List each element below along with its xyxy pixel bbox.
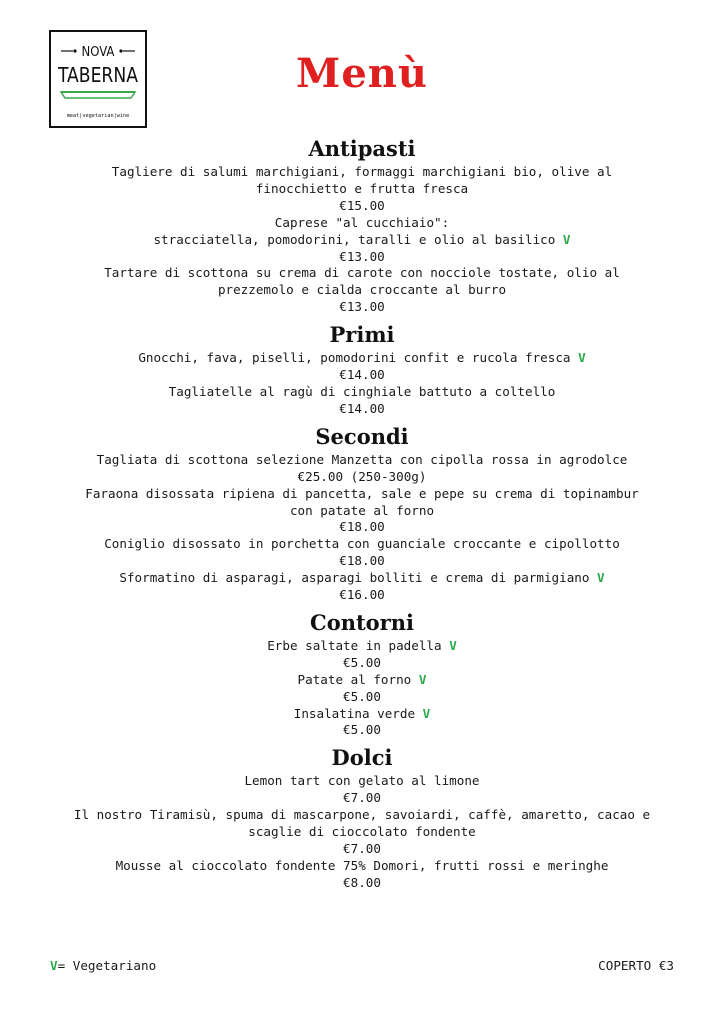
vegetarian-mark: V: [422, 705, 431, 721]
menu-item-price: [10, 841, 714, 858]
menu-item-text: [10, 164, 714, 181]
menu-item-price: [10, 469, 714, 486]
menu-item-price: [10, 249, 714, 266]
price-text: €18.00: [339, 553, 385, 569]
dish-text: Faraona disossata ripiena di pancetta, sale e pepe su crema di topinambur: [85, 485, 639, 501]
menu-item-price: [10, 367, 714, 384]
menu-item-text: [10, 824, 714, 841]
price-text: €5.00: [343, 688, 381, 704]
price-text: €7.00: [343, 790, 381, 806]
menu-item-price: [10, 587, 714, 604]
veg-legend: [50, 958, 156, 973]
vegetarian-mark: V: [597, 570, 605, 586]
veg-legend-mark: V: [50, 958, 58, 973]
dish-text: Mousse al cioccolato fondente 75% Domori, frutti rossi e meringhe: [115, 857, 609, 873]
price-text: €15.00: [339, 197, 385, 213]
price-text: €7.00: [343, 841, 381, 856]
price-text: €18.00: [339, 519, 385, 535]
price-text: €25.00 (250-300g): [297, 468, 427, 484]
price-text: €16.00: [339, 587, 385, 603]
menu-item-text: [10, 706, 714, 723]
dish-text: Lemon tart con gelato al limone: [244, 773, 480, 789]
price-text: €13.00: [339, 299, 385, 315]
menu-item-text: [10, 858, 714, 875]
dish-text: con patate al forno: [289, 502, 435, 518]
menu-item-text: [10, 215, 714, 232]
menu-item-price: [10, 198, 714, 215]
menu-title: Menù: [296, 50, 428, 97]
menu-item-text: [10, 486, 714, 503]
menu-item-price: [10, 519, 714, 536]
section-title-contorni: Contorni: [309, 609, 414, 635]
menu-item-text: [10, 503, 714, 520]
logo-tagline: meat|vegetarian|wine: [66, 113, 130, 119]
vegetarian-mark: V: [562, 231, 571, 247]
dish-text: finocchietto e frutta fresca: [255, 180, 469, 196]
menu-item-price: [10, 790, 714, 807]
dish-text: scaglie di cioccolato fondente: [248, 824, 476, 840]
menu-item-text: [10, 282, 714, 299]
menu-item-text: [10, 384, 714, 401]
menu-item-price: [10, 401, 714, 418]
dish-text: Tartare di scottona su crema di carote con nocciole tostate, olio al: [104, 265, 620, 281]
menu-item-text: [10, 452, 714, 469]
menu-item-text: [10, 672, 714, 689]
section-title-secondi: Secondi: [315, 423, 409, 449]
price-text: €14.00: [339, 367, 385, 383]
coperto-charge: COPERTO €3: [598, 958, 674, 973]
dish-text: prezzemolo e cialda croccante al burro: [217, 282, 507, 298]
vegetarian-mark: V: [449, 637, 457, 653]
veg-legend-text: = Vegetariano: [57, 958, 157, 973]
logo-line1: NOVA: [81, 45, 115, 60]
price-text: €5.00: [343, 654, 381, 670]
dish-text: Tagliatelle al ragù di cinghiale battuto a coltello: [168, 383, 556, 399]
section-title-antipasti: Antipasti: [308, 136, 416, 161]
price-text: €8.00: [343, 874, 381, 890]
menu-item-text: [10, 536, 714, 553]
price-text: €14.00: [339, 400, 385, 416]
dish-text: Il nostro Tiramisù, spuma di mascarpone, savoiardi, caffè, amaretto, cacao e: [73, 807, 651, 823]
section-title-primi: Primi: [329, 322, 395, 348]
dish-text: Gnocchi, fava, piselli, pomodorini confit e rucola fresca: [138, 350, 571, 366]
menu-item-price: [10, 655, 714, 672]
vegetarian-mark: V: [578, 350, 586, 366]
menu-item-price: [10, 722, 714, 739]
vegetarian-mark: V: [418, 671, 427, 687]
dish-text: Tagliata di scottona selezione Manzetta con cipolla rossa in agrodolce: [96, 451, 628, 467]
price-text: €5.00: [343, 722, 381, 738]
dish-text: Caprese "al cucchiaio":: [274, 214, 450, 230]
dish-text: Sformatino di asparagi, asparagi bolliti e crema di parmigiano: [119, 570, 590, 586]
menu-item-text: [10, 807, 714, 824]
menu-item-price: [10, 875, 714, 892]
menu-item-text: [10, 232, 714, 249]
menu-item-price: [10, 553, 714, 570]
dish-text: Tagliere di salumi marchigiani, formaggi marchigiani bio, olive al: [111, 164, 613, 179]
dish-text: Insalatina verde: [293, 705, 416, 721]
menu-item-price: [10, 299, 714, 316]
menu-item-text: [10, 265, 714, 282]
menu-item-text: [10, 773, 714, 790]
menu-item-price: [10, 689, 714, 706]
menu-item-text: [10, 181, 714, 198]
menu-item-text: [10, 350, 714, 367]
menu-content: [10, 134, 714, 892]
menu-item-text: [10, 638, 714, 655]
dish-text: Patate al forno: [297, 671, 412, 687]
dish-text: Coniglio disossato in porchetta con guanciale croccante e cipollotto: [104, 536, 620, 552]
dish-text: Erbe saltate in padella: [267, 637, 442, 653]
menu-item-text: [10, 570, 714, 587]
price-text: €13.00: [339, 248, 385, 264]
logo-line2: TABERNA: [57, 63, 139, 87]
section-title-dolci: Dolci: [331, 745, 393, 771]
dish-text: stracciatella, pomodorini, taralli e olio al basilico: [153, 231, 556, 247]
